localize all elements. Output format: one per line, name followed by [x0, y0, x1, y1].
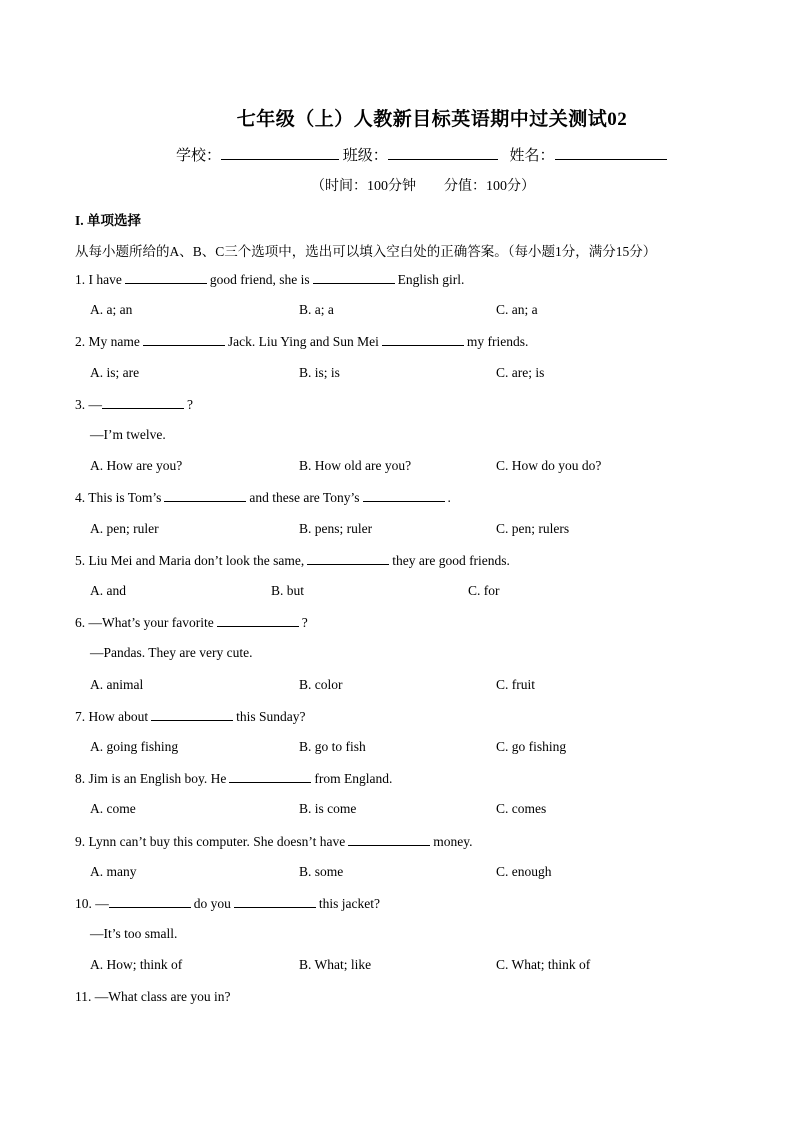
question-11 [75, 989, 230, 1005]
class-blank[interactable] [388, 145, 498, 160]
option-b[interactable]: B. What; like [299, 957, 372, 972]
option-a[interactable]: A. come [90, 801, 136, 816]
blank[interactable] [109, 895, 191, 908]
dialogue-answer: —I’m twelve. [90, 427, 166, 442]
blank[interactable] [217, 614, 299, 627]
question-text: they are good friends. [392, 553, 510, 568]
dialogue-answer: —It’s too small. [90, 926, 178, 941]
blank[interactable] [307, 552, 389, 565]
question-7 [75, 708, 306, 725]
question-6 [75, 614, 308, 631]
option-b[interactable]: B. color [299, 677, 343, 692]
blank[interactable] [363, 489, 445, 502]
question-text: My name [88, 334, 140, 349]
question-text: I have [88, 272, 122, 287]
option-a[interactable]: A. a; an [90, 302, 133, 317]
section-heading: 单项选择 [87, 213, 142, 228]
question-text: Jack. Liu Ying and Sun Mei [227, 334, 379, 349]
question-text: 7. [75, 709, 86, 724]
blank[interactable] [382, 333, 464, 346]
option-a[interactable]: A. many [90, 864, 137, 879]
student-info-line [176, 144, 667, 165]
school-blank[interactable] [221, 145, 339, 160]
time-score-info: （时间：100分钟 分值：100分） [311, 179, 535, 194]
question-text: 6. [75, 615, 86, 630]
question-text: 8. [75, 771, 86, 786]
option-b[interactable]: B. is come [299, 801, 357, 816]
question-text: from England. [314, 771, 393, 786]
question-10 [75, 895, 380, 912]
blank[interactable] [143, 333, 225, 346]
section-text: 从每小题所给的A、B、C三个选项中，选出可以填入空白处的正确答案。（每小题1分，满分15分） [75, 244, 657, 259]
option-c[interactable]: C. go fishing [496, 739, 567, 754]
question-text: English girl. [397, 272, 465, 287]
option-c[interactable]: C. How do you do? [496, 458, 602, 473]
blank[interactable] [102, 396, 184, 409]
question-text: — [95, 896, 109, 911]
section-instructions [75, 205, 725, 267]
section-number: I. [75, 213, 84, 228]
question-1 [75, 271, 464, 288]
question-text: 3. [75, 397, 86, 412]
name-blank[interactable] [555, 145, 667, 160]
option-c[interactable]: C. enough [496, 864, 552, 879]
option-b[interactable]: B. go to fish [299, 739, 366, 754]
question-text: Liu Mei and Maria don’t look the same, [88, 553, 305, 568]
question-text: 10. [75, 896, 92, 911]
question-text: my friends. [466, 334, 529, 349]
question-text: 2. [75, 334, 86, 349]
exam-title: 七年级（上）人教新目标英语期中过关测试02 [236, 109, 628, 130]
question-text: Jim is an English boy. He [88, 771, 227, 786]
question-text: —What class are you in? [94, 989, 231, 1004]
question-text: 9. [75, 834, 86, 849]
option-a[interactable]: A. How are you? [90, 458, 183, 473]
question-text: Lynn can’t buy this computer. She doesn’t have [88, 834, 346, 849]
question-5 [75, 552, 510, 569]
question-2 [75, 333, 528, 350]
option-a[interactable]: A. How; think of [90, 957, 183, 972]
question-text: this jacket? [318, 896, 380, 911]
question-4 [75, 489, 451, 506]
option-a[interactable]: A. and [90, 583, 126, 598]
question-text: This is Tom’s [88, 490, 162, 505]
option-c[interactable]: C. comes [496, 801, 547, 816]
class-label: 班级： [342, 148, 388, 164]
blank[interactable] [164, 489, 246, 502]
option-c[interactable]: C. fruit [496, 677, 535, 692]
question-text: money. [433, 834, 473, 849]
question-text: How about [88, 709, 149, 724]
option-c[interactable]: C. an; a [496, 302, 538, 317]
option-b[interactable]: B. but [271, 583, 305, 598]
option-b[interactable]: B. How old are you? [299, 458, 412, 473]
option-a[interactable]: A. animal [90, 677, 144, 692]
option-a[interactable]: A. going fishing [90, 739, 179, 754]
question-text: ? [301, 615, 308, 630]
blank[interactable] [348, 833, 430, 846]
option-a[interactable]: A. is; are [90, 365, 140, 380]
question-text: this Sunday? [236, 709, 306, 724]
blank[interactable] [313, 271, 395, 284]
dialogue-answer: —Pandas. They are very cute. [90, 645, 253, 660]
blank[interactable] [151, 708, 233, 721]
question-text: —What’s your favorite [88, 615, 214, 630]
school-label: 学校： [176, 148, 222, 164]
option-c[interactable]: C. What; think of [496, 957, 591, 972]
question-text: 5. [75, 553, 86, 568]
option-a[interactable]: A. pen; ruler [90, 521, 159, 536]
question-text: 4. [75, 490, 86, 505]
question-text: ? [187, 397, 193, 412]
question-text: 1. [75, 272, 86, 287]
question-text: good friend, she is [209, 272, 310, 287]
question-text: . [447, 490, 451, 505]
question-text: do you [193, 896, 231, 911]
question-8 [75, 770, 392, 787]
option-b[interactable]: B. some [299, 864, 344, 879]
question-9 [75, 833, 472, 850]
option-b[interactable]: B. a; a [299, 302, 334, 317]
name-label: 姓名： [509, 148, 555, 164]
blank[interactable] [125, 271, 207, 284]
option-c[interactable]: C. are; is [496, 365, 545, 380]
option-c[interactable]: C. for [468, 583, 500, 598]
option-c[interactable]: C. pen; rulers [496, 521, 570, 536]
option-b[interactable]: B. pens; ruler [299, 521, 373, 536]
blank[interactable] [229, 770, 311, 783]
question-3 [75, 396, 193, 413]
question-text: and these are Tony’s [249, 490, 360, 505]
option-b[interactable]: B. is; is [299, 365, 340, 380]
question-text: 11. [75, 989, 92, 1004]
question-text: — [88, 397, 102, 412]
blank[interactable] [234, 895, 316, 908]
